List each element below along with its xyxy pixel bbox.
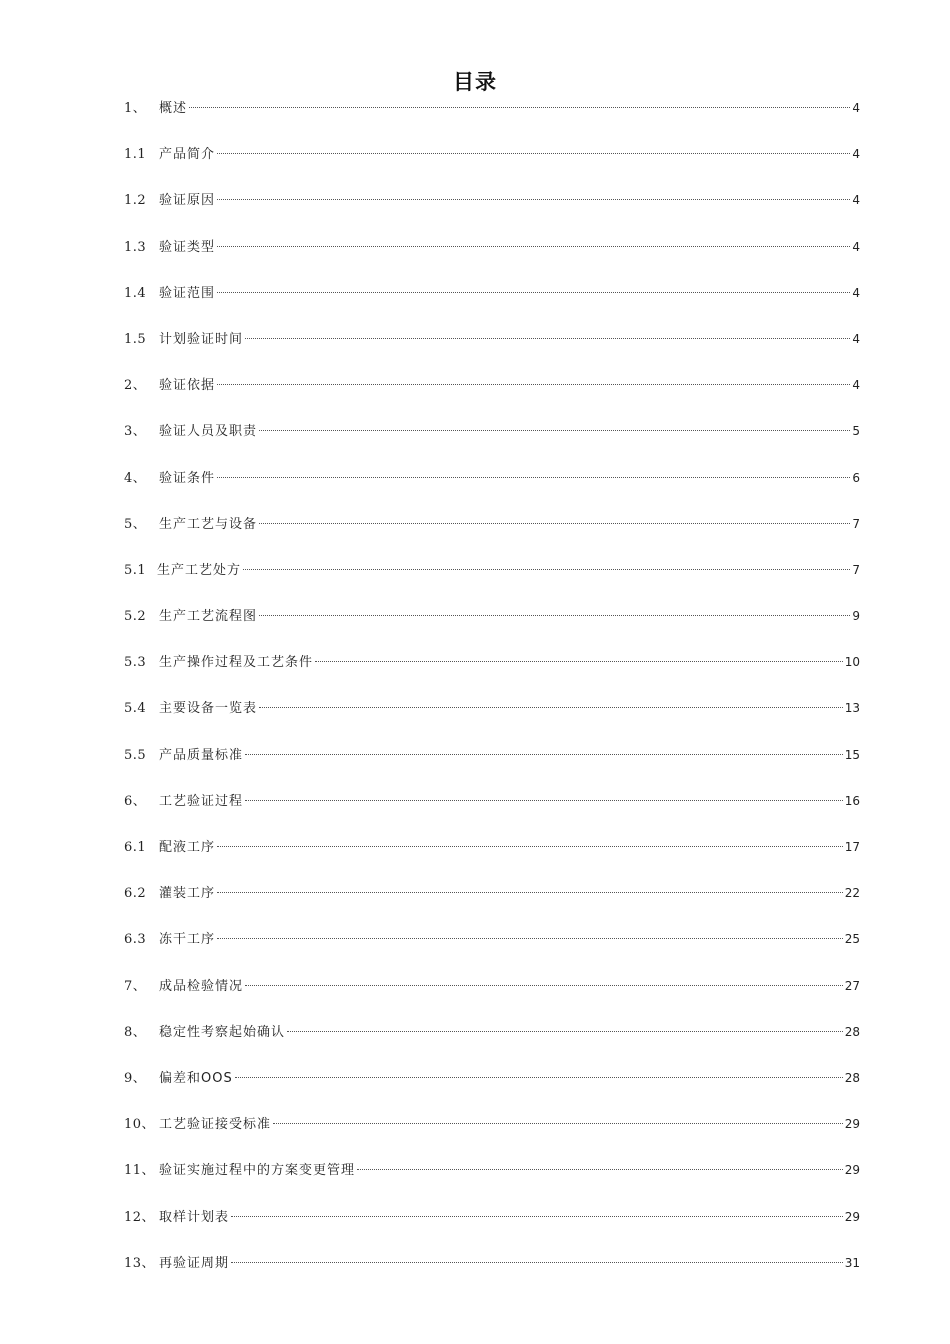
toc-entry-page: 28 [844,1024,860,1039]
toc-entry[interactable] [124,282,860,328]
toc-entry-title: 验证实施过程中的方案变更管理 [159,1163,356,1179]
toc-entry-title-latin: OOS [201,1070,233,1086]
toc-entry[interactable] [124,882,860,928]
toc-entry-title: 概述 [159,101,188,116]
toc-entry[interactable] [124,1206,860,1252]
toc-entry-number: 1.5 [124,331,147,347]
toc-entry-page: 29 [844,1209,860,1224]
toc-dot-leader [217,938,843,939]
toc-entry-page: 27 [844,978,860,993]
toc-entry-title: 生产操作过程及工艺条件 [159,655,314,671]
toc-entry[interactable] [124,651,860,697]
toc-entry-number: 6、 [124,793,147,809]
toc-entry-title: 工艺验证接受标准 [159,1117,272,1133]
toc-dot-leader [245,800,843,801]
toc-entry[interactable] [124,97,860,143]
toc-entry[interactable] [124,467,860,513]
toc-entry-title-cjk: 偏差和 [159,1070,202,1086]
toc-entry-page: 29 [844,1163,860,1178]
toc-entry-number: 5、 [124,516,147,532]
toc-entry-title: 验证人员及职责 [159,424,258,440]
toc-entry-number: 6.2 [124,886,147,902]
toc-entry[interactable] [124,605,860,651]
toc-entry-title: 灌装工序 [159,886,216,902]
toc-dot-leader [259,615,850,616]
toc-entry-number: 12、 [124,1209,156,1225]
toc-entry-page: 10 [844,655,860,670]
toc-entry-page: 5 [852,424,860,439]
toc-entry-number: 3、 [124,424,147,440]
table-of-contents [124,97,860,1298]
toc-entry[interactable] [124,1252,860,1298]
toc-entry[interactable] [124,790,860,836]
toc-entry-title: 产品质量标准 [159,747,244,763]
toc-entry-number: 6.1 [124,840,147,855]
toc-entry-title: 配液工序 [159,840,216,855]
toc-entry-number: 2、 [124,378,147,394]
toc-dot-leader [217,199,850,200]
toc-dot-leader [245,338,850,339]
toc-entry-number: 6.3 [124,932,147,948]
toc-entry-number: 13、 [124,1255,156,1271]
toc-entry-number: 1.2 [124,193,147,209]
toc-entry-page: 4 [852,101,860,115]
toc-dot-leader [217,292,850,293]
toc-entry-page: 13 [844,701,860,716]
toc-entry-page: 15 [844,747,860,762]
toc-dot-leader [243,569,850,570]
toc-title: 目录 [453,70,497,94]
toc-entry-title: 稳定性考察起始确认 [159,1024,286,1040]
toc-dot-leader [287,1031,843,1032]
toc-entry-page: 9 [852,609,860,624]
toc-dot-leader [315,661,843,662]
toc-entry-title: 生产工艺与设备 [159,516,258,532]
toc-entry-page: 4 [852,147,860,162]
toc-entry[interactable] [124,975,860,1021]
toc-entry-page: 4 [852,239,860,254]
toc-entry-page: 6 [852,470,860,485]
toc-entry-page: 22 [844,886,860,901]
toc-entry-page: 28 [844,1070,860,1085]
toc-entry[interactable] [124,189,860,235]
toc-entry-page: 4 [852,193,860,208]
toc-entry[interactable] [124,420,860,466]
toc-dot-leader [259,430,850,431]
toc-entry-title: 产品简介 [159,147,216,163]
toc-entry-number: 5.1 [124,562,147,578]
toc-entry-page: 4 [852,331,860,346]
toc-entry-page: 7 [852,516,860,531]
toc-entry-title: 验证依据 [159,378,216,394]
toc-entry-title: 冻干工序 [159,932,216,948]
toc-entry-title: 计划验证时间 [159,331,244,347]
toc-entry[interactable] [124,559,860,605]
toc-dot-leader [231,1216,843,1217]
toc-entry-number: 1、 [124,101,147,116]
toc-entry-number: 5.5 [124,747,147,763]
toc-dot-leader [189,107,850,108]
toc-dot-leader [235,1077,843,1078]
toc-entry[interactable] [124,328,860,374]
toc-entry-title: 验证类型 [159,239,216,255]
toc-entry-number: 4、 [124,470,147,486]
toc-entry-page: 4 [852,285,860,300]
toc-entry-number: 5.2 [124,609,147,625]
toc-entry-number: 7、 [124,978,147,994]
toc-entry[interactable] [124,697,860,743]
toc-dot-leader [217,384,850,385]
toc-entry[interactable] [124,513,860,559]
toc-dot-leader [217,892,843,893]
toc-entry[interactable] [124,1021,860,1067]
toc-entry-title: 成品检验情况 [159,978,244,994]
toc-entry-title: 验证范围 [159,285,216,301]
toc-entry-number: 5.3 [124,655,147,671]
toc-entry-title: 主要设备一览表 [159,701,258,717]
toc-dot-leader [357,1169,843,1170]
toc-entry[interactable] [124,836,860,882]
toc-entry-title: 取样计划表 [159,1209,230,1225]
toc-dot-leader [273,1123,843,1124]
toc-entry-number: 1.1 [124,147,147,163]
toc-dot-leader [231,1262,843,1263]
toc-entry-page: 7 [852,562,860,577]
toc-entry-number: 10、 [124,1117,156,1133]
toc-entry[interactable] [124,744,860,790]
toc-entry-number: 1.3 [124,239,147,255]
toc-entry-number: 11、 [124,1163,156,1179]
toc-dot-leader [259,523,850,524]
toc-entry[interactable] [124,928,860,974]
toc-dot-leader [217,246,850,247]
toc-dot-leader [245,985,843,986]
toc-entry-title: 生产工艺处方 [157,562,242,578]
toc-dot-leader [245,754,843,755]
toc-entry[interactable] [124,1067,860,1113]
toc-dot-leader [217,846,843,847]
toc-entry[interactable] [124,1159,860,1205]
toc-entry-page: 29 [844,1117,860,1132]
toc-entry-page: 16 [844,793,860,808]
toc-entry[interactable] [124,143,860,189]
toc-entry[interactable] [124,236,860,282]
toc-entry-title: 验证原因 [159,193,216,209]
toc-entry-page: 4 [852,378,860,393]
toc-dot-leader [217,153,850,154]
toc-entry-title: 验证条件 [159,470,216,486]
toc-entry-number: 1.4 [124,285,147,301]
toc-entry-number: 8、 [124,1024,147,1040]
toc-entry-page: 17 [844,840,860,854]
toc-dot-leader [259,707,843,708]
toc-entry-page: 31 [844,1255,860,1270]
toc-entry-number: 9、 [124,1070,147,1086]
toc-entry-title: 生产工艺流程图 [159,609,258,625]
toc-entry[interactable] [124,374,860,420]
toc-dot-leader [217,477,850,478]
toc-entry-title: 工艺验证过程 [159,793,244,809]
toc-entry[interactable] [124,1113,860,1159]
toc-entry-number: 5.4 [124,701,147,717]
toc-entry-title: 再验证周期 [159,1255,230,1271]
toc-entry-page: 25 [844,932,860,947]
toc-entry-title [159,1068,233,1090]
